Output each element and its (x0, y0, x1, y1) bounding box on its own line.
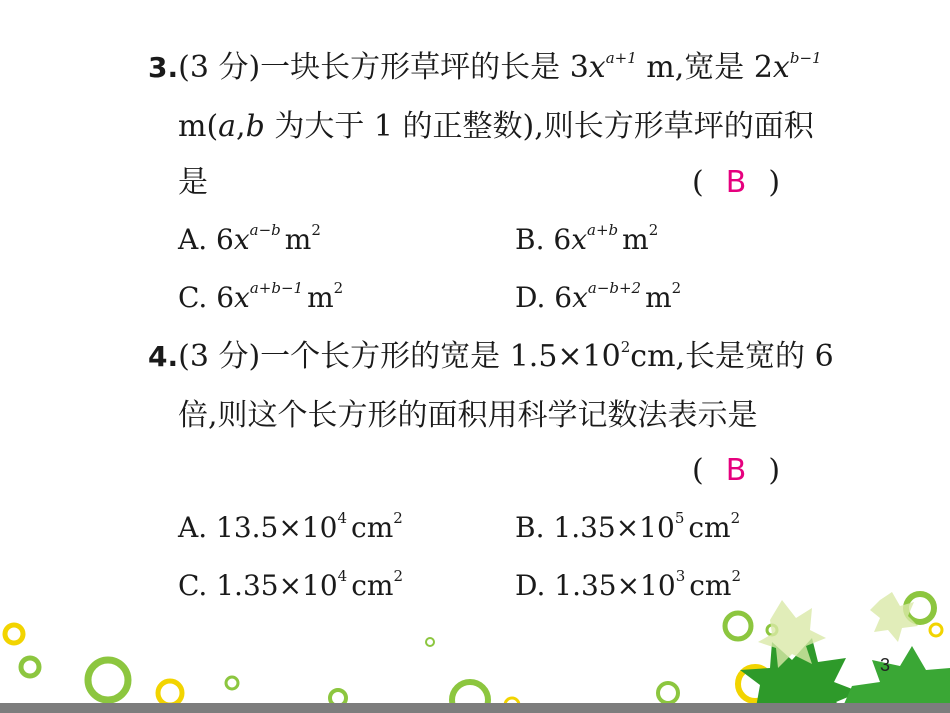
q3-text-part: m,宽是 2 (636, 50, 773, 85)
option-unit-exponent: 2 (393, 509, 403, 527)
option-unit: cm (688, 511, 731, 544)
q3-text-part: 是 (178, 165, 208, 200)
option-unit: m (622, 223, 649, 256)
option-var: x (234, 281, 250, 314)
q3-var: x (772, 50, 790, 85)
option-unit-exponent: 2 (393, 567, 403, 585)
q3-var: x (588, 50, 606, 85)
option-var: x (571, 223, 587, 256)
option-unit-exponent: 2 (333, 279, 344, 297)
q4-answer (692, 451, 780, 491)
q4-exponent: 2 (620, 338, 631, 356)
option-label: B. 1.35×10 (515, 511, 675, 544)
q3-text-part: (3 分)一块长方形草坪的长是 3 (178, 50, 589, 85)
q3-text-part: m( (178, 109, 219, 144)
q4-option-b (515, 508, 740, 548)
q3-option-c (178, 278, 343, 318)
paren-close: ) (768, 165, 781, 200)
q4-answer-letter: B (725, 453, 747, 488)
q4-option-a (178, 508, 403, 548)
paren-open: ( (692, 453, 704, 488)
option-var: x (233, 223, 250, 256)
page-number: 3 (880, 655, 891, 675)
leaf-icon (740, 592, 950, 713)
option-unit: m (307, 281, 334, 314)
option-unit: cm (351, 569, 394, 602)
option-label: A. 13.5×10 (178, 511, 338, 544)
q3-line-3 (178, 163, 208, 203)
option-exponent: a−b (249, 221, 281, 239)
option-exponent: 4 (337, 509, 348, 527)
paren-open: ( (692, 165, 704, 200)
option-unit: m (645, 281, 672, 314)
decorative-footer (0, 590, 950, 713)
option-unit-exponent: 2 (671, 279, 682, 297)
option-unit-exponent: 2 (730, 509, 741, 527)
q3-answer (692, 163, 780, 203)
option-exponent: 5 (674, 509, 685, 527)
q4-number: 4. (148, 340, 179, 373)
q3-answer-letter: B (725, 165, 747, 200)
option-exponent: a−b+2 (587, 279, 642, 297)
option-exponent: 4 (337, 567, 348, 585)
q4-line-2 (178, 396, 758, 436)
q3-number: 3. (148, 51, 179, 84)
paren-close: ) (768, 453, 781, 488)
option-var: x (572, 281, 588, 314)
q4-text-part: cm,长是宽的 6 (630, 339, 834, 374)
option-exponent: a+b−1 (249, 279, 304, 297)
option-label: A. 6 (178, 223, 234, 256)
option-label: C. 1.35×10 (178, 569, 338, 602)
option-unit: m (284, 223, 312, 256)
option-exponent: 3 (675, 567, 686, 585)
q4-text-part: 倍,则这个长方形的面积用科学记数法表示是 (178, 398, 758, 433)
option-unit: cm (351, 511, 394, 544)
option-unit: cm (689, 569, 732, 602)
option-label: D. 1.35×10 (515, 569, 676, 602)
option-label: B. 6 (515, 223, 572, 256)
q4-text-part: (3 分)一个长方形的宽是 1.5×10 (178, 339, 621, 374)
q3-exponent: a+1 (605, 49, 637, 67)
q3-exponent: b−1 (789, 49, 822, 67)
option-unit-exponent: 2 (731, 567, 742, 585)
q3-var: a (218, 109, 237, 144)
q3-option-b (515, 220, 658, 260)
q3-option-a (178, 220, 321, 260)
q3-line-1 (148, 48, 822, 88)
q3-var: b (245, 109, 265, 144)
q3-text-part: , (236, 109, 246, 144)
option-label: D. 6 (515, 281, 573, 314)
q3-option-d (515, 278, 681, 318)
option-label: C. 6 (178, 281, 235, 314)
q4-line-1 (148, 337, 834, 377)
q3-text-part: 为大于 1 的正整数),则长方形草坪的面积 (264, 109, 814, 144)
bottom-border (0, 703, 950, 713)
option-unit-exponent: 2 (311, 221, 321, 239)
option-exponent: a+b (587, 221, 619, 239)
option-unit-exponent: 2 (648, 221, 659, 239)
q3-line-2 (178, 107, 814, 147)
